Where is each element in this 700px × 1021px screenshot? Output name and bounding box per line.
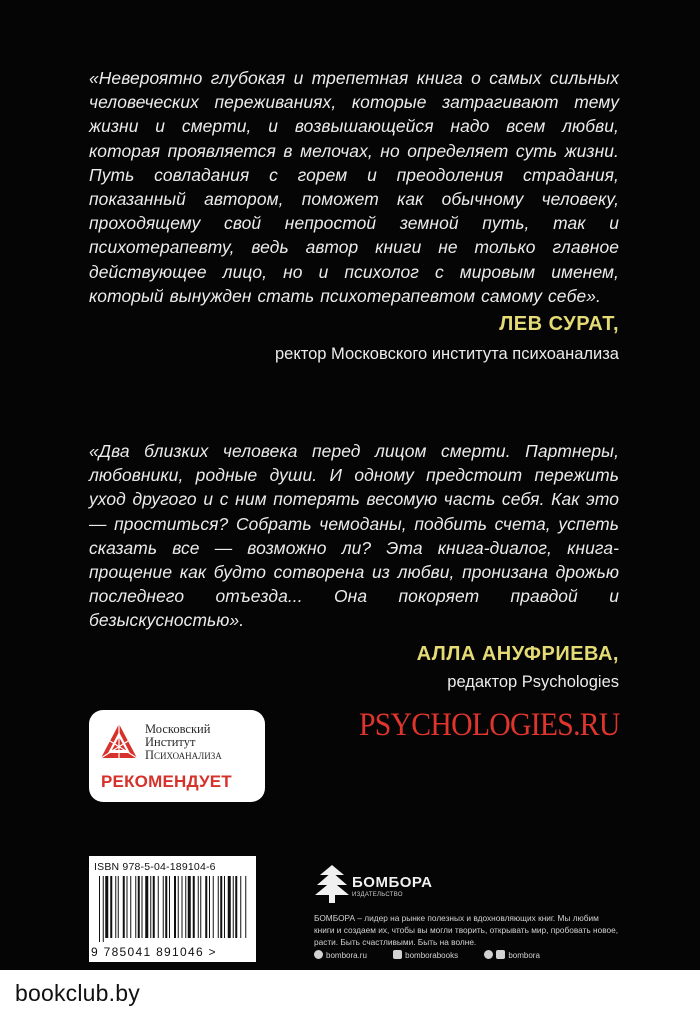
social-vk-label: bomborabooks: [405, 951, 459, 960]
publisher-description: БОМБОРА – лидер на рынке полезных и вдохновляющих книг. Мы любим книги и создаем их, чтобы вы могли творить, открывать мир, пробовать новое, расти. Быть счастливыми. Быть на волне.: [314, 913, 619, 948]
youtube-icon: [496, 950, 505, 959]
publisher-name: БОМБОРА: [352, 874, 433, 891]
barcode-icon: [97, 876, 249, 942]
quote-author-role-alla-anufrieva: редактор Psychologies: [447, 673, 619, 691]
quote-author-role-lev-surat: ректор Московского института психоанализа: [274, 345, 619, 363]
quote-lev-surat: «Невероятно глубокая и трепетная книга о самых сильных человеческих переживаниях, которые затрагивают тему жизни и смерти, и возвышающейся надо всем любви, которая проявляется в мелочах, но определяет суть жизни. Путь совладания с горем и преодоления страдания, показанный автором, поможет как обычному человеку, проходящему свой непростой земной путь, так и психотерапевту, ведь автор книги не только главное действующее лицо, но и психолог с мировым именем, который вынужден стать психотерапевтом самому себе».: [89, 68, 619, 306]
site-watermark: bookclub.by: [15, 980, 140, 1006]
institute-name-line: Психоанализа: [145, 747, 222, 762]
psychologies-logo: PSYCHOLOGIES.RU: [359, 707, 620, 743]
institute-name: [145, 723, 222, 761]
institute-name-line: Московский: [145, 722, 211, 736]
isbn-number: ISBN 978-5-04-189104-6: [94, 861, 216, 873]
quote-author-lev-surat: ЛЕВ СУРАТ,: [499, 313, 619, 335]
social-website-label: bombora.ru: [326, 951, 367, 960]
barcode-panel: [89, 856, 256, 962]
social-website[interactable]: [314, 950, 367, 960]
website-icon: [314, 950, 323, 959]
institute-recommends-badge: [89, 710, 265, 802]
social-other[interactable]: [484, 950, 540, 960]
social-other-label: bombora: [508, 951, 540, 960]
ean-digits: 9 785041 891046 >: [91, 945, 217, 959]
institute-triangle-logo-icon: [99, 722, 139, 762]
publisher-subtitle: ИЗДАТЕЛЬСТВО: [352, 892, 403, 898]
social-vk[interactable]: [393, 950, 458, 960]
quote-author-alla-anufrieva: АЛЛА АНУФРИЕВА,: [416, 643, 619, 665]
quote-alla-anufrieva: «Два близких человека перед лицом смерти. Партнеры, любовники, родные души. И одному предстоит пережить уход другого и с ним потерять весомую часть себя. Как это — проститься? Собрать чемоданы, подбить счета, успеть сказать все — возможно ли? Эта книга-диалог, книга-прощение как будто сотворена из любви, пронизана дрожью последнего отъезда... Она покоряет правдой и безыскусностью».: [89, 441, 619, 631]
publisher-socials: [314, 950, 634, 960]
recommends-label: РЕКОМЕНДУЕТ: [101, 772, 232, 791]
vk-icon: [393, 950, 402, 959]
institute-name-line: Институт: [145, 734, 196, 749]
bombora-tree-icon: [314, 864, 350, 904]
telegram-icon: [484, 950, 493, 959]
